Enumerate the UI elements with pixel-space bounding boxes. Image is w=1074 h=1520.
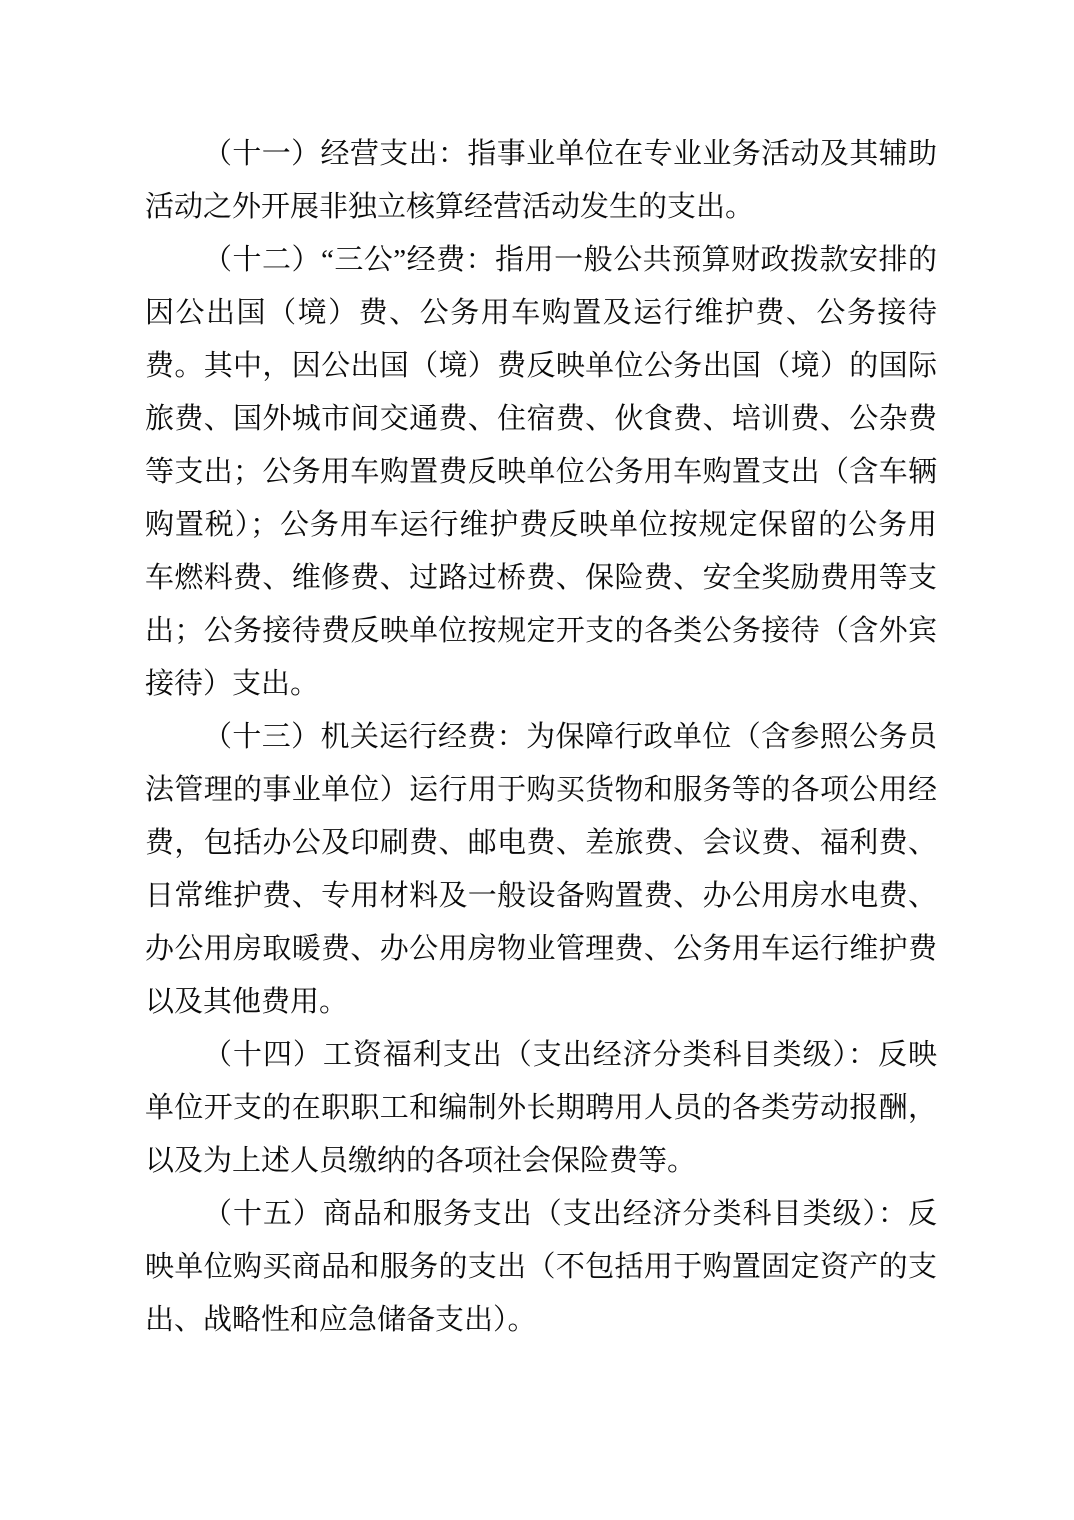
paragraph-item-14: （十四）工资福利支出（支出经济分类科目类级）：反映单位开支的在职职工和编制外长期聘用人员的各类劳动报酬，以及为上述人员缴纳的各项社会保险费等。 — [145, 1039, 937, 1177]
paragraph-item-15: （十五）商品和服务支出（支出经济分类科目类级）：反映单位购买商品和服务的支出（不包括用于购置固定资产的支出、战略性和应急储备支出）。 — [145, 1198, 937, 1336]
paragraph-item-11: （十一）经营支出：指事业单位在专业业务活动及其辅助活动之外开展非独立核算经营活动发生的支出。 — [145, 138, 937, 223]
paragraph-item-12: （十二）“三公”经费：指用一般公共预算财政拨款安排的因公出国（境）费、公务用车购置及运行维护费、公务接待费。其中，因公出国（境）费反映单位公务出国（境）的国际旅费、国外城市间交通费、住宿费、伙食费、培训费、公杂费等支出；公务用车购置费反映单位公务用车购置支出（含车辆购置税）；公务用车运行维护费反映单位按规定保留的公务用车燃料费、维修费、过路过桥费、保险费、安全奖励费用等支出；公务接待费反映单位按规定开支的各类公务接待（含外宾接待）支出。 — [145, 244, 937, 700]
document-page — [145, 128, 937, 1347]
paragraph-item-13: （十三）机关运行经费：为保障行政单位（含参照公务员法管理的事业单位）运行用于购买货物和服务等的各项公用经费，包括办公及印刷费、邮电费、差旅费、会议费、福利费、日常维护费、专用材料及一般设备购置费、办公用房水电费、办公用房取暖费、办公用房物业管理费、公务用车运行维护费以及其他费用。 — [145, 721, 937, 1018]
